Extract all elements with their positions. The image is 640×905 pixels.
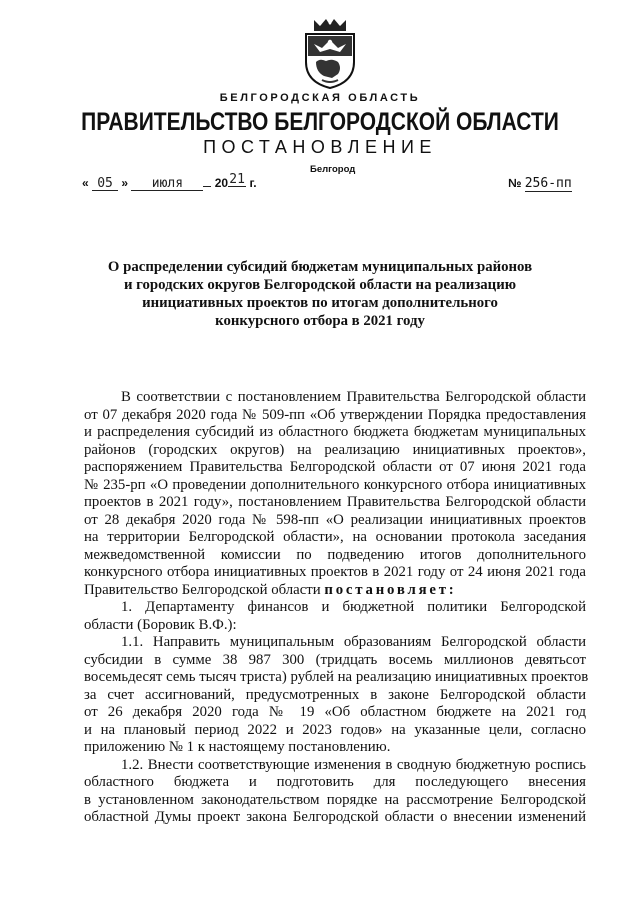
body-line: восемьдесят семь тысяч триста) рублей на реализацию инициативных проектов [84,669,589,685]
body-line: от 26 декабря 2020 года № 19 «Об областном бюджете на 2021 год [84,704,586,720]
title-line: О распределении субсидий бюджетам муниципальных районов [107,259,533,275]
decree-number [508,176,572,191]
decree-date [82,172,257,191]
region-name: БЕЛГОРОДСКАЯ ОБЛАСТЬ [219,92,421,104]
decree-title [100,258,540,330]
decree-word: постановляет: [324,581,457,598]
date-year-suffix: 21 [229,172,245,187]
coat-of-arms-icon [300,18,360,90]
decree-body [84,389,589,827]
body-line-resolves [84,582,586,600]
resolving-body: Правительство Белгородской области [84,581,321,598]
body-line: за счет ассигнований, предусмотренных в законе Белгородской области [84,686,586,703]
body-line: конкурсного отбора инициативных проектов в 2021 году от 24 июня 2021 года [84,564,586,580]
title-line: конкурсного отбора в 2021 году [215,313,425,329]
body-line: областного бюджета и подготовить для последующего внесения [84,774,586,790]
number-value: 256-пп [524,176,572,191]
date-year-prefix: 20 [214,176,229,190]
body-line: № 235-рп «О проведении дополнительного конкурсного отбора инициативных [84,476,586,493]
number-label: № [508,176,522,190]
body-line: приложению № 1 к настоящему постановлению. [84,739,391,755]
body-line: В соответствии с постановлением Правительства Белгородской области [121,389,586,405]
body-line: 1.2. Внести соответствующие изменения в сводную бюджетную роспись [121,756,586,773]
body-line: субсидии в сумме 38 987 300 (тридцать восемь миллионов девятьсот [84,651,586,668]
title-line: инициативных проектов по итогам дополнительного [142,295,498,311]
body-line: области (Боровик В.Ф.): [84,616,237,633]
body-line: распоряжением Правительства Белгородской области от 07 июня 2021 года [84,459,586,475]
date-month: июля [131,177,203,191]
body-line: от 07 декабря 2020 года № 509-пп «Об утверждении Порядка предоставления [84,406,586,423]
body-line: проектов в 2021 году», постановлением Правительства Белгородской области [84,494,586,510]
date-day: 05 [92,177,118,191]
title-line: и городских округов Белгородской области на реализацию [123,277,517,293]
body-line: в установленном законодательством порядке на рассмотрение Белгородской [84,791,586,808]
body-line: на территории Белгородской области», на основании протокола заседания [84,529,586,545]
body-line: районов (городских округов) на реализацию инициативных проектов», [84,441,586,458]
date-open-quote: « [82,176,89,190]
government-name: ПРАВИТЕЛЬСТВО БЕЛГОРОДСКОЙ ОБЛАСТИ [81,108,559,136]
date-year-abbr: г. [249,176,257,190]
body-line: и на плановый период 2022 и 2023 годов» на указанные цели, согласно [84,721,586,738]
body-line: и распределения субсидий из областного бюджета бюджетам муниципальных [84,424,586,440]
document-type: ПОСТАНОВЛЕНИЕ [203,137,437,157]
body-line: областной Думы проект закона Белгородской области о внесении изменений [84,809,586,825]
body-line: 1.1. Направить муниципальным образованиям Белгородской области [121,634,586,650]
body-line: от 28 декабря 2020 года № 598-пп «О реализации инициативных проектов [84,511,586,528]
body-line: 1. Департаменту финансов и бюджетной политики Белгородской [121,599,586,615]
date-close-quote: » [121,176,129,190]
city-name: Белгород [310,164,356,175]
body-line: межведомственной комиссии по подведению итогов дополнительного [84,546,586,563]
